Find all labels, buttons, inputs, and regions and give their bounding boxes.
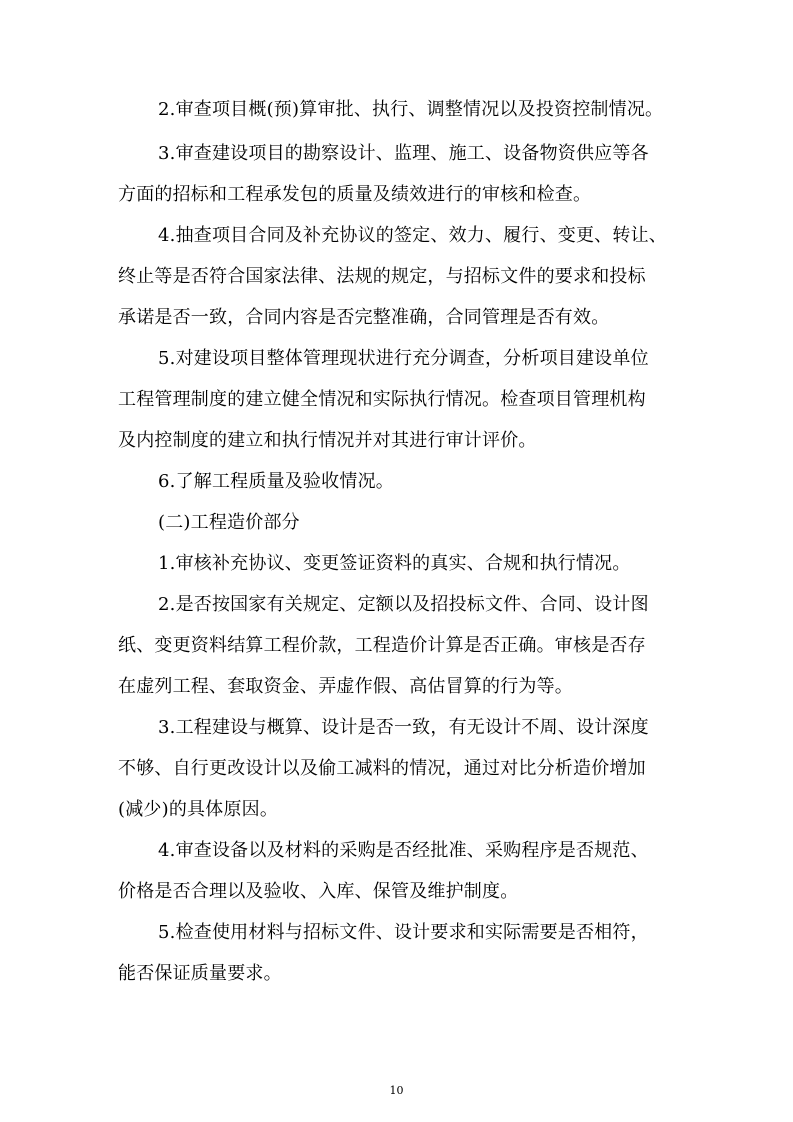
paragraph-line: 纸、变更资料结算工程价款，工程造价计算是否正确。审核是否存 bbox=[118, 635, 646, 656]
paragraph-line: 2.是否按国家有关规定、定额以及招投标文件、合同、设计图 bbox=[158, 594, 649, 615]
paragraph-line: 方面的招标和工程承发包的质量及绩效进行的审核和检查。 bbox=[118, 184, 592, 205]
paragraph-line: 价格是否合理以及验收、入库、保管及维护制度。 bbox=[118, 881, 519, 902]
section-heading: (二)工程造价部分 bbox=[158, 512, 300, 533]
paragraph-line: 1.审核补充协议、变更签证资料的真实、合规和执行情况。 bbox=[158, 553, 631, 574]
paragraph-line: 不够、自行更改设计以及偷工减料的情况，通过对比分析造价增加 bbox=[118, 758, 646, 779]
paragraph-line: 2.审查项目概(预)算审批、执行、调整情况以及投资控制情况。 bbox=[158, 99, 664, 120]
paragraph-line: 及内控制度的建立和执行情况并对其进行审计评价。 bbox=[118, 430, 537, 451]
paragraph-line: 3.工程建设与概算、设计是否一致，有无设计不周、设计深度 bbox=[158, 717, 649, 738]
paragraph-line: 5.检查使用材料与招标文件、设计要求和实际需要是否相符， bbox=[158, 922, 649, 943]
paragraph-line: 5.对建设项目整体管理现状进行充分调查，分析项目建设单位 bbox=[158, 348, 649, 369]
paragraph-line: 能否保证质量要求。 bbox=[118, 963, 282, 984]
paragraph-line: (减少)的具体原因。 bbox=[118, 799, 279, 820]
paragraph-line: 4.抽查项目合同及补充协议的签定、效力、履行、变更、转让、 bbox=[158, 225, 667, 246]
paragraph-line: 3.审查建设项目的勘察设计、监理、施工、设备物资供应等各 bbox=[158, 143, 649, 164]
paragraph-line: 终止等是否符合国家法律、法规的规定，与招标文件的要求和投标 bbox=[118, 266, 646, 287]
page-number: 10 bbox=[389, 1084, 404, 1097]
paragraph-line: 4.审查设备以及材料的采购是否经批准、采购程序是否规范、 bbox=[158, 840, 649, 861]
paragraph-line: 6.了解工程质量及验收情况。 bbox=[158, 471, 394, 492]
paragraph-line: 工程管理制度的建立健全情况和实际执行情况。检查项目管理机构 bbox=[118, 389, 646, 410]
paragraph-line: 承诺是否一致，合同内容是否完整准确，合同管理是否有效。 bbox=[118, 307, 610, 328]
paragraph-line: 在虚列工程、套取资金、弄虚作假、高估冒算的行为等。 bbox=[118, 676, 573, 697]
